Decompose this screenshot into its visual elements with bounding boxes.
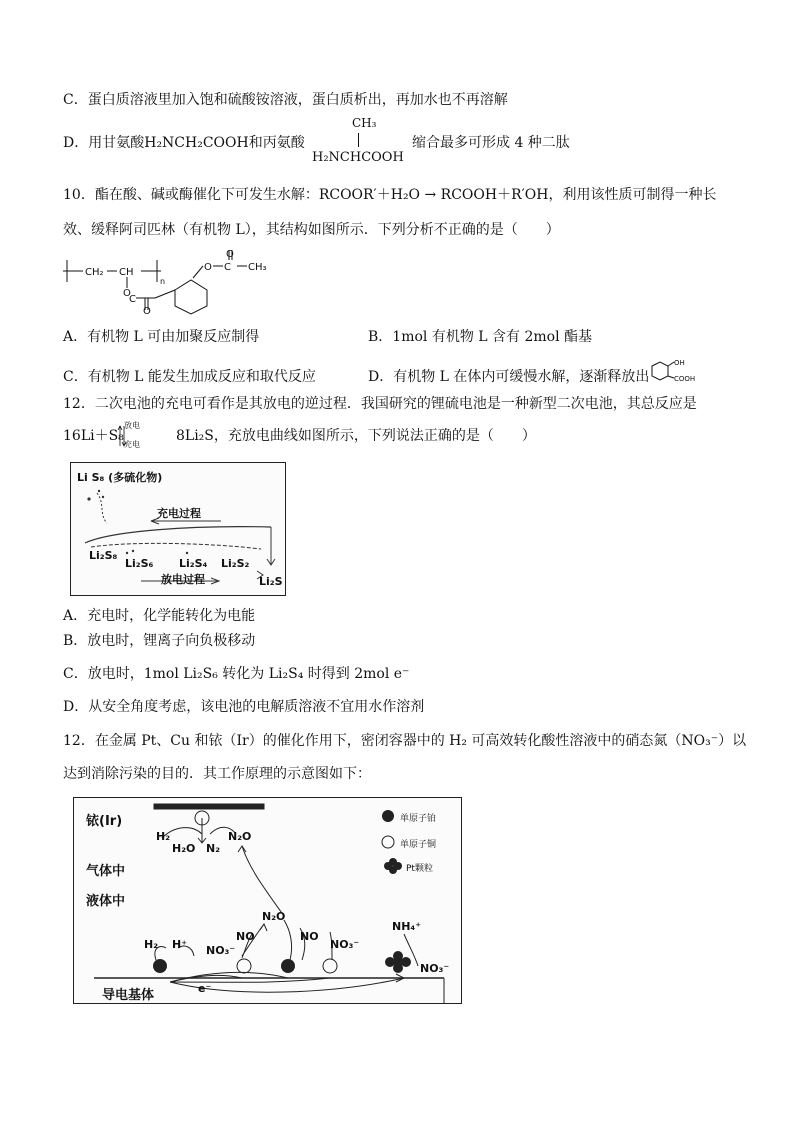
eq-arrow-discharge: 放电 (124, 421, 140, 430)
struct-o1: O (123, 288, 131, 299)
fig-gas-label: 气体中 (86, 864, 126, 879)
fig-li2s6: Li₂S₆ (125, 557, 154, 570)
struct-c2: C (224, 262, 231, 273)
struct-ch: CH (119, 267, 134, 278)
eq-left: 16Li＋S₈ (63, 428, 124, 444)
q12a-stem-line1: 12．二次电池的充电可看作是其放电的逆过程．我国研究的锂硫电池是一种新型二次电池，其总反应是 (63, 396, 697, 412)
q10-option-c: C．有机物 L 能发生加成反应和取代反应 (63, 369, 316, 385)
eq-right: 8Li₂S，充放电曲线如图所示，下列说法正确的是（ ） (176, 428, 536, 444)
q9-d-prefix: D．用甘氨酸 (63, 135, 145, 151)
sp-h2-bottom: H₂ (144, 938, 159, 951)
q10-stem-line2: 效、缓释阿司匹林（有机物 L），其结构如图所示．下列分析不正确的是（ ） (63, 222, 560, 238)
struct-o4: O (226, 249, 234, 260)
q10-stem-line1: 10．酯在酸、碱或酶催化下可发生水解：RCOOR′＋H₂O → RCOOH＋R′OH，利用该性质可制得一种长 (63, 187, 717, 203)
struct-o3: O (204, 262, 212, 273)
struct-ch2: CH₂ (85, 267, 104, 278)
q12a-option-b: B．放电时，锂离子向负极移动 (63, 633, 256, 649)
li-s-charge-discharge-figure (70, 462, 286, 596)
fig-top-label: Li S₈ (多硫化物) (77, 471, 163, 484)
fig-discharge-label: 放电过程 (161, 573, 205, 586)
sp-h-plus: H⁺ (172, 938, 188, 951)
sp-no3-1: NO₃⁻ (206, 944, 236, 957)
sp-h2-top: H₂ (156, 830, 171, 843)
q12b-stem-line2: 达到消除污染的目的．其工作原理的示意图如下： (63, 766, 371, 782)
fig-charge-label: 充电过程 (157, 507, 201, 520)
legend-pt-particle: Pt颗粒 (406, 864, 433, 874)
legend-cu-single: 单原子铜 (400, 840, 437, 850)
q10-option-b: B．1mol 有机物 L 含有 2mol 酯基 (368, 329, 593, 345)
alanine-ch3: CH₃ (352, 116, 377, 130)
sp-n2o-top: N₂O (228, 830, 252, 843)
eq-double-arrow (124, 420, 154, 450)
alanine-formula: H₂NCHCOOH (312, 150, 404, 165)
q10-option-a: A．有机物 L 可由加聚反应制得 (63, 329, 260, 345)
q9-option-d (63, 133, 305, 153)
struct-o2: O (143, 306, 151, 317)
fig-li2s4: Li₂S₄ (179, 557, 208, 570)
q9-d-mid: 和丙氨酸 (248, 135, 305, 151)
nitrate-reduction-figure (73, 797, 462, 1004)
fig-li2s8: Li₂S₈ (89, 549, 118, 562)
fig-li2s: Li₂S (259, 575, 283, 588)
fig-ir-label: 铱(Ir) (86, 814, 123, 829)
q10-option-d: D．有机物 L 在体内可缓慢水解，逐渐释放出 (368, 369, 650, 385)
sp-no3-3: NO₃⁻ (420, 962, 450, 975)
eq-arrow-charge: 充电 (124, 440, 140, 449)
q12b-stem-line1: 12．在金属 Pt、Cu 和铱（Ir）的催化作用下，密闭容器中的 H₂ 可高效转化酸性溶液中的硝态氮（NO₃⁻）以 (63, 733, 747, 749)
q12a-equation (63, 426, 124, 446)
sp-n2o-mid: N₂O (262, 910, 286, 923)
struct-c1: C (129, 294, 136, 305)
sp-no-2: NO (300, 930, 319, 943)
q12a-option-d: D．从安全角度考虑，该电池的电解质溶液不宜用水作溶剂 (63, 699, 425, 715)
polymer-structure (63, 248, 267, 317)
salicylic-acid-structure (648, 358, 698, 384)
fig-base-label: 导电基体 (102, 988, 155, 1003)
fig-liquid-label: 液体中 (86, 894, 126, 909)
q9-d-glycine: H₂NCH₂COOH (144, 135, 249, 151)
salicylic-cooh: COOH (674, 375, 696, 383)
struct-ch3: CH₃ (248, 262, 267, 273)
fig-li2s2: Li₂S₂ (221, 557, 250, 570)
q9-d-suffix: 缩合最多可形成 4 种二肽 (412, 135, 570, 151)
salicylic-oh: OH (674, 359, 685, 367)
sp-no-1: NO (236, 930, 255, 943)
q12a-option-c: C．放电时，1mol Li₂S₆ 转化为 Li₂S₄ 时得到 2mol e⁻ (63, 666, 410, 682)
legend-pt-single: 单原子铂 (400, 814, 437, 824)
sp-n2: N₂ (206, 842, 221, 855)
alanine-bond (358, 133, 359, 147)
sp-electron: e⁻ (198, 982, 212, 995)
sp-no3-2: NO₃⁻ (330, 938, 360, 951)
sp-nh4: NH₄⁺ (392, 920, 422, 933)
q12a-option-a: A．充电时，化学能转化为电能 (63, 608, 256, 624)
sp-h2o: H₂O (172, 842, 196, 855)
q9-option-c: C．蛋白质溶液里加入饱和硫酸铵溶液，蛋白质析出，再加水也不再溶解 (63, 92, 508, 108)
struct-n: n (160, 277, 166, 286)
